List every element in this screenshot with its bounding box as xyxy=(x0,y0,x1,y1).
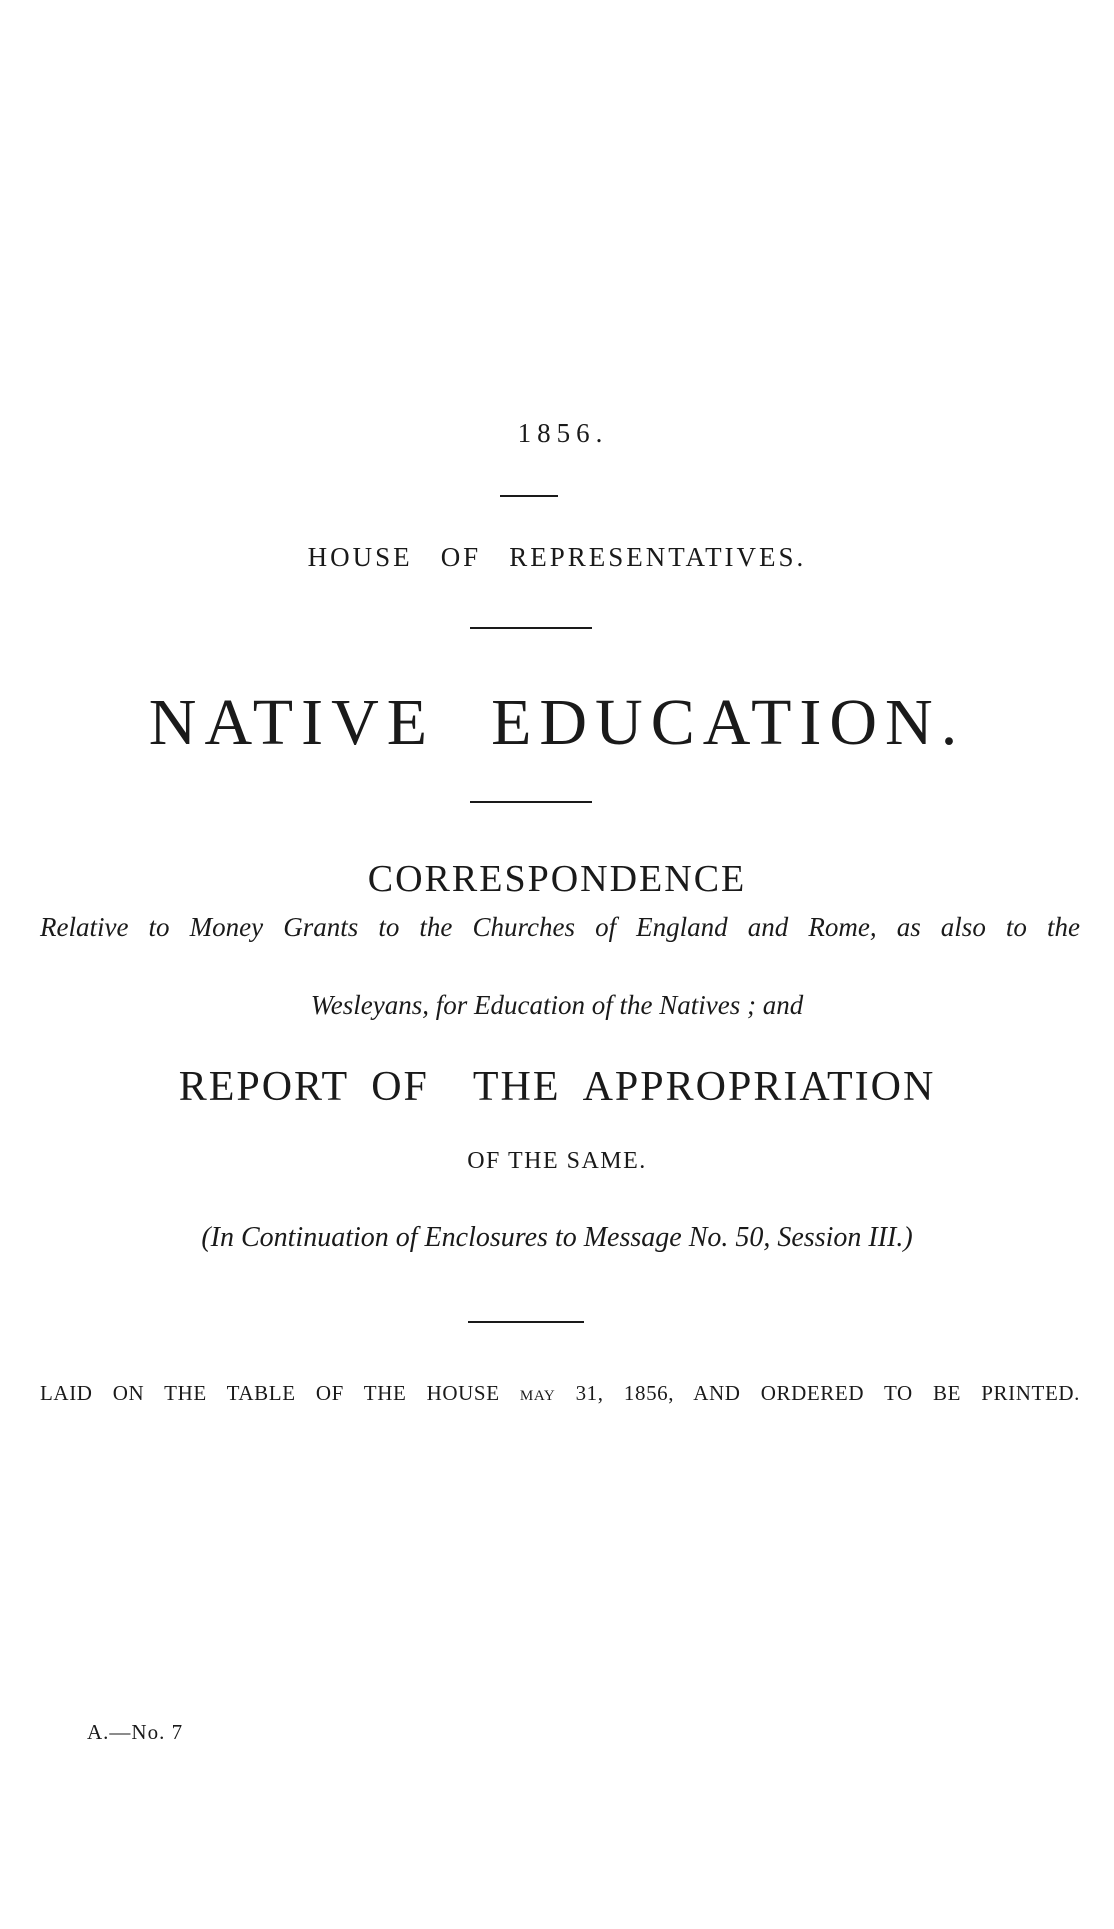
laid-text-before: LAID ON THE TABLE OF THE HOUSE xyxy=(40,1381,500,1405)
report-word: OF xyxy=(371,1064,429,1110)
report-word: REPORT xyxy=(178,1064,350,1110)
correspondence-heading: CORRESPONDENCE xyxy=(367,858,747,900)
divider-rule xyxy=(470,801,592,803)
laid-on-table-line xyxy=(40,1381,1080,1406)
document-title xyxy=(0,685,1114,761)
title-word: EDUCATION. xyxy=(491,686,966,759)
laid-text-after: 31, 1856, AND ORDERED TO BE PRINTED. xyxy=(575,1381,1080,1405)
report-word: THE xyxy=(472,1064,561,1110)
report-heading xyxy=(0,1063,1114,1111)
divider-rule xyxy=(500,495,558,497)
house-word: HOUSE xyxy=(307,542,413,572)
house-heading xyxy=(0,542,1114,573)
divider-rule xyxy=(468,1321,584,1323)
title-word: NATIVE xyxy=(148,686,436,759)
of-the-same-line: OF THE SAME. xyxy=(467,1148,647,1174)
subtitle-line-2: Wesleyans, for Education of the Natives ; and xyxy=(310,990,804,1020)
subtitle-line-1: Relative to Money Grants to the Churches of England and Rome, as also to the xyxy=(40,912,1080,942)
laid-month: MAY xyxy=(519,1388,556,1404)
document-reference: A.—No. 7 xyxy=(87,1720,184,1744)
report-word: APPROPRIATION xyxy=(582,1064,936,1110)
continuation-note: (In Continuation of Enclosures to Message No. 50, Session III.) xyxy=(201,1222,913,1253)
divider-rule xyxy=(470,627,592,629)
house-word: REPRESENTATIVES. xyxy=(509,542,807,572)
house-word: OF xyxy=(440,542,482,572)
document-year: 1856. xyxy=(517,418,609,448)
